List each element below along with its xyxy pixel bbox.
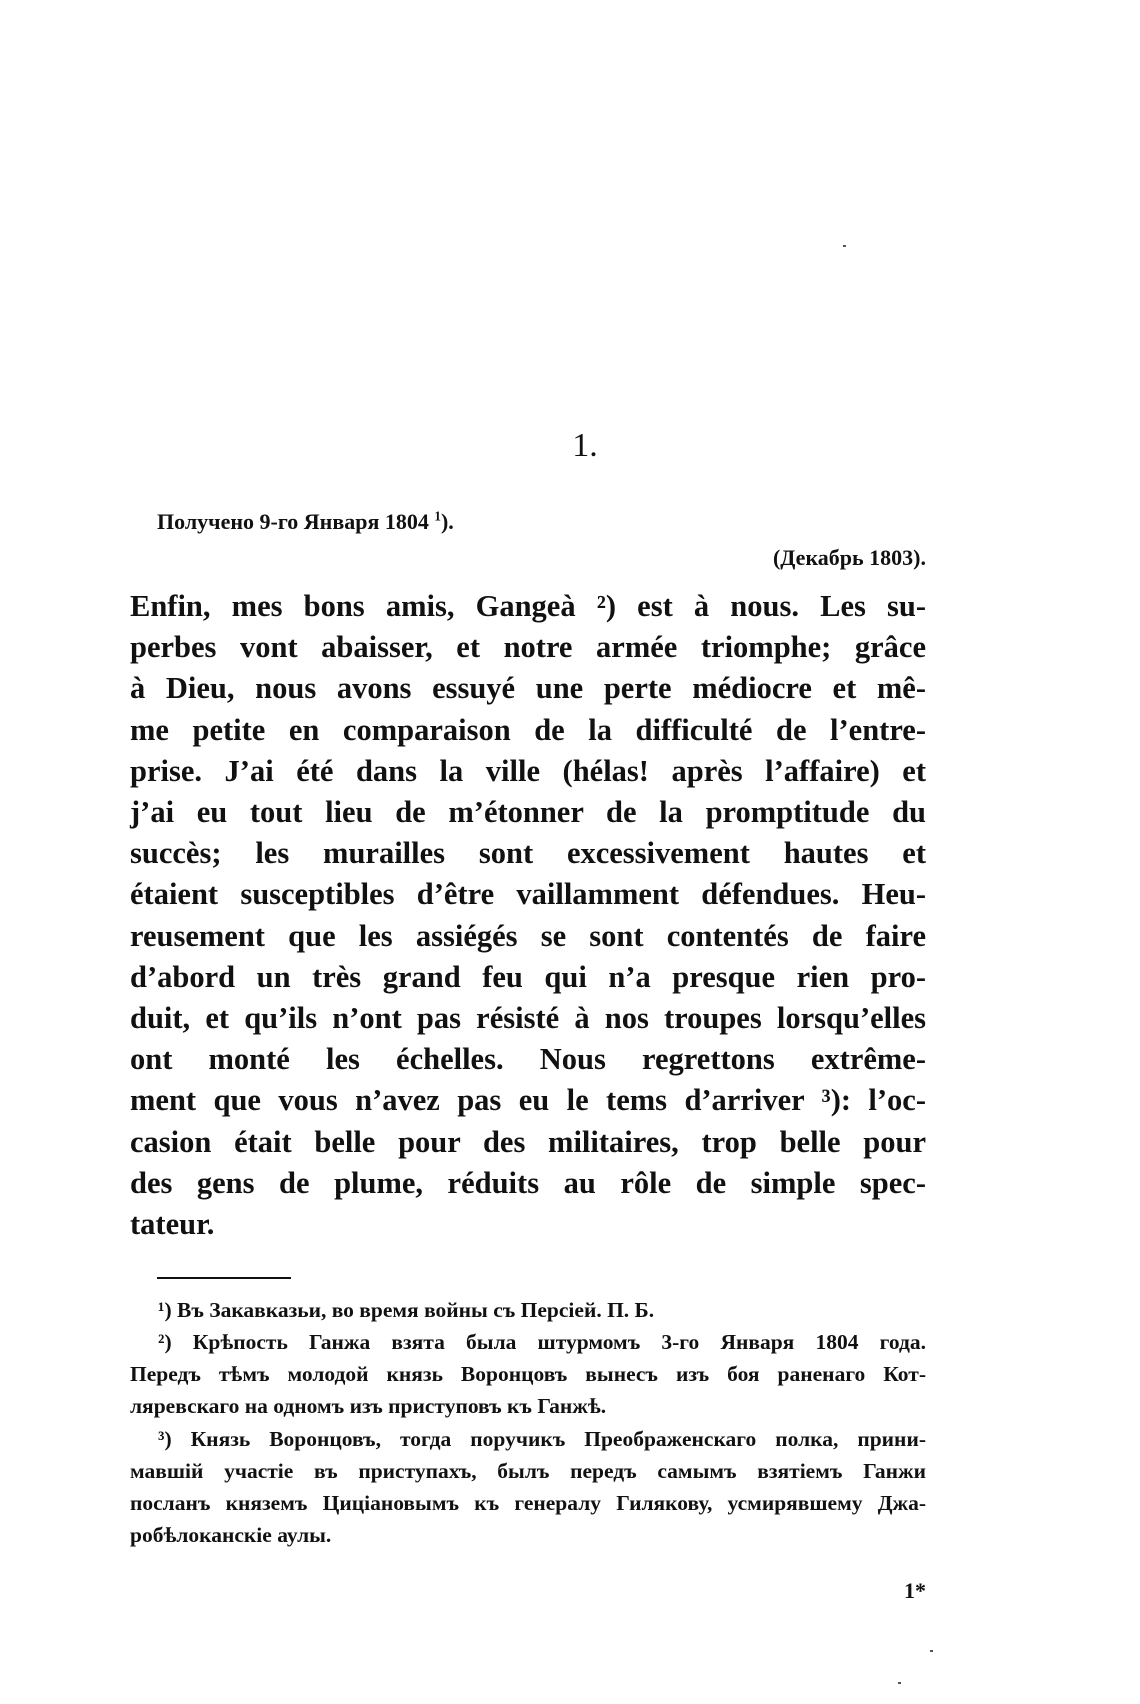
page-signature: 1* xyxy=(904,1578,926,1603)
footnote-divider xyxy=(157,1277,291,1279)
footnote-1 xyxy=(130,1294,926,1326)
body-line: j’ai eu tout lieu de m’étonner de la promptitude du xyxy=(130,795,926,830)
body-line: à Dieu, nous avons essuyé une perte médiocre et mê- xyxy=(130,671,926,706)
scan-speck xyxy=(930,1650,933,1652)
body-line: ment que vous n’avez pas eu le tems d’arriver ³): l’oc- xyxy=(130,1083,926,1118)
footnote-line: посланъ княземъ Цицiановымъ къ генералу Гилякову, усмирявшему Джа- xyxy=(130,1491,926,1515)
body-line: prise. J’ai été dans la ville (hélas! après l’affaire) et xyxy=(130,753,926,788)
footnote-line: Передъ тѣмъ молодой князь Воронцовъ вынесъ изъ боя раненаго Кот- xyxy=(130,1362,926,1386)
body-line: perbes vont abaisser, et notre armée triomphe; grâce xyxy=(130,630,926,665)
footnote-line: ³) Князь Воронцовъ, тогда поручикъ Преображенскаго полка, прини- xyxy=(158,1427,926,1451)
body-line: des gens de plume, réduits au rôle de simple spec- xyxy=(130,1165,926,1200)
body-line: casion était belle pour des militaires, trop belle pour xyxy=(130,1124,926,1159)
body-line: ont monté les échelles. Nous regrettons extrême- xyxy=(130,1042,926,1077)
footnote-line: ляревскаго на одномъ изъ приступовъ къ Ганжѣ. xyxy=(130,1394,607,1418)
body-line: succès; les murailles sont excessivement hautes et xyxy=(130,836,926,871)
footnote-line: ¹) Въ Закавказьи, во время войны съ Персiей. П. Б. xyxy=(158,1298,655,1322)
body-line: d’abord un très grand feu qui n’a presque rien pro- xyxy=(130,959,926,994)
body-line: reusement que les assiégés se sont contentés de faire xyxy=(130,918,926,953)
scan-speck xyxy=(898,1682,901,1684)
body-line: étaient susceptibles d’être vaillamment défendues. Heu- xyxy=(130,877,926,912)
received-close: ). xyxy=(440,509,454,534)
footnote-line: робѣлоканскiе аулы. xyxy=(130,1523,332,1547)
letter-date: (Декабрь 1803). xyxy=(772,545,926,570)
received-line xyxy=(157,508,454,536)
scan-speck xyxy=(843,245,846,247)
letter-body xyxy=(130,586,926,1245)
footnote-3 xyxy=(130,1423,926,1551)
body-line: duit, et qu’ils n’ont pas résisté à nos troupes lorsqu’elles xyxy=(130,1001,926,1036)
body-line: tateur. xyxy=(130,1207,215,1242)
received-note-ref: 1 xyxy=(434,508,441,524)
footnote-line: ²) Крѣпость Ганжа взята была штурмомъ 3-го Января 1804 года. xyxy=(158,1330,926,1354)
section-number: 1. xyxy=(572,427,598,464)
received-text: Получено 9-го Января 1804 xyxy=(157,509,429,534)
body-line: Enfin, mes bons amis, Gangeà ²) est à nous. Les su- xyxy=(130,589,926,623)
body-line: me petite en comparaison de la difficulté de l’entre- xyxy=(130,712,926,747)
footnote-2 xyxy=(130,1326,926,1422)
footnote-line: мавшiй участiе въ приступахъ, былъ передъ самымъ взятiемъ Ганжи xyxy=(130,1459,926,1483)
